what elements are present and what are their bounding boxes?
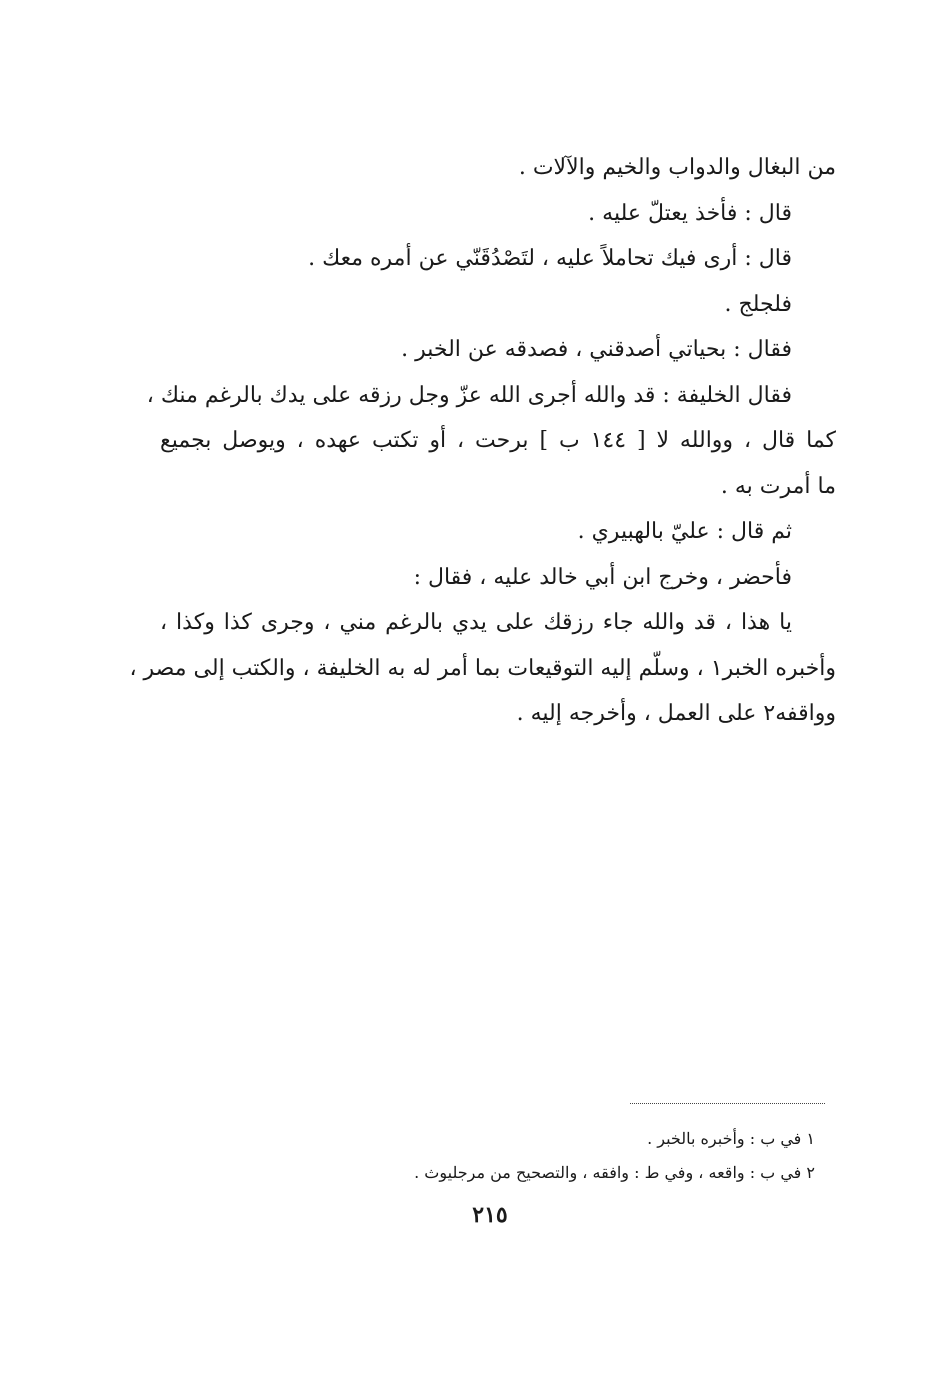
text-line: قال : فأخذ يعتلّ عليه . xyxy=(588,200,792,226)
text-line: يا هذا ، قد والله جاء رزقك على يدي بالرغم مني ، وجرى كذا وكذا ، xyxy=(160,610,792,635)
footnote-2: ٢ في ب : واقعه ، وفي ط : وافقه ، والتصحيح من مرجليوث . xyxy=(414,1163,815,1182)
text-line: من البغال والدواب والخيم والآلات . xyxy=(518,155,836,180)
text-line: فقال : بحياتي أصدقني ، فصدقه عن الخبر . xyxy=(401,337,792,362)
text-line: فلجلج . xyxy=(724,291,792,317)
text-line: فأحضر ، وخرج ابن أبي خالد عليه ، فقال : xyxy=(413,564,792,590)
text-line: وواقفه٢ على العمل ، وأخرجه إليه . xyxy=(516,701,836,726)
text-line: وأخبره الخبر١ ، وسلّم إليه التوقيعات بما أمر له به الخليفة ، والكتب إلى مصر ، xyxy=(129,655,836,681)
text-line: فقال الخليفة : قد والله أجرى الله عزّ وجل رزقه على يدك بالرغم منك ، xyxy=(146,382,792,408)
text-line: قال : أرى فيك تحاملاً عليه ، لتَصْدُقَنّي عن أمره معك . xyxy=(308,246,792,271)
text-line: كما قال ، ووالله لا [ ١٤٤ ب ] برحت ، أو تكتب عهده ، ويوصل بجميع xyxy=(160,428,837,453)
page-number: ٢١٥ xyxy=(472,1202,508,1228)
footnote-divider xyxy=(630,1103,825,1104)
text-line: ما أمرت به . xyxy=(720,473,836,499)
footnotes xyxy=(300,1122,815,1190)
main-text xyxy=(129,145,837,737)
text-line: ثم قال : عليّ بالهبيري . xyxy=(577,519,792,544)
footnote-1: ١ في ب : وأخبره بالخبر . xyxy=(647,1129,815,1148)
